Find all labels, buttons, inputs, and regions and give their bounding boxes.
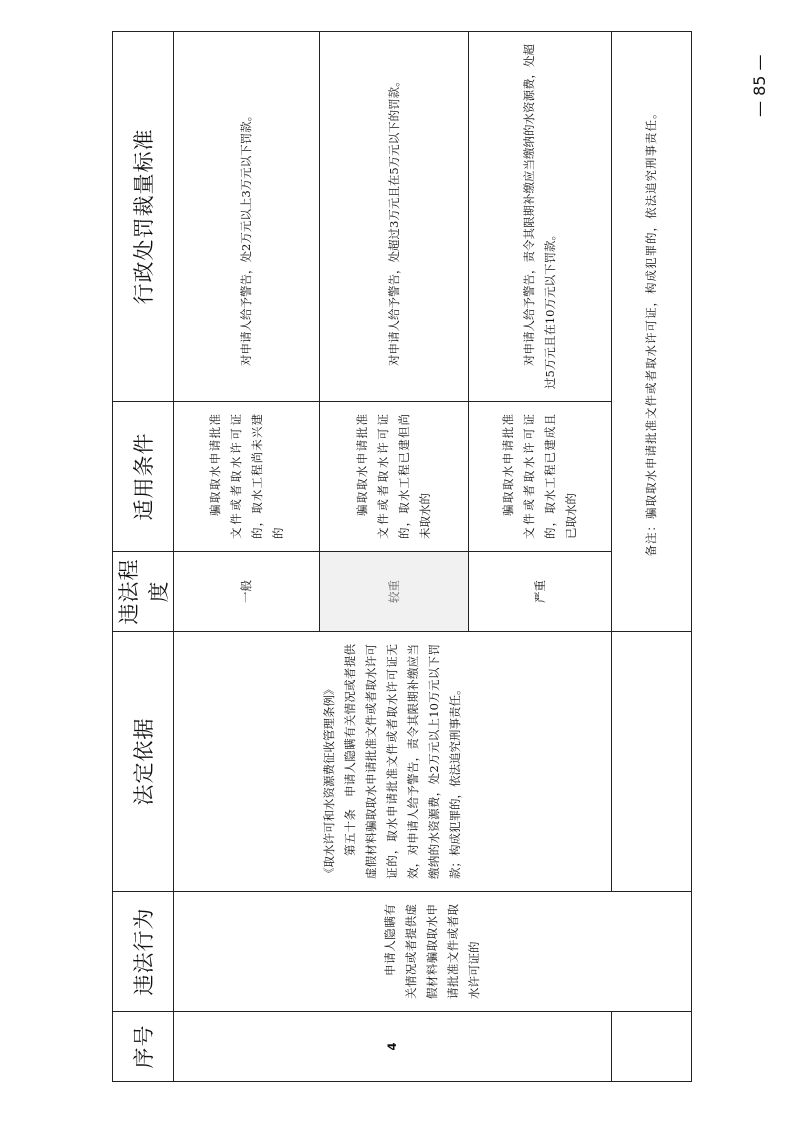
basis-cell-blank	[612, 632, 692, 892]
header-standard: 行政处罚裁量标准	[113, 32, 174, 402]
standard-serious	[320, 32, 469, 402]
header-row	[113, 32, 174, 1082]
condition-serious-text: 骗取取水申请批准文件或者取水许可证的，取水工程已建但尚未取水的	[355, 414, 432, 539]
header-seq: 序号	[113, 1012, 174, 1082]
condition-severe	[469, 402, 612, 552]
seq-cell-blank	[612, 1012, 692, 1082]
basis-cell	[174, 632, 612, 892]
standard-severe	[469, 32, 612, 402]
penalty-table	[112, 31, 692, 1082]
standard-general-text: 对申请人给予警告，处2万元以上3万元以下罚款。	[239, 109, 253, 366]
condition-severe-text: 骗取取水申请批准文件或者取水许可证的，取水工程已建成且已取水的	[501, 414, 578, 539]
degree-general: 一般	[174, 552, 320, 632]
condition-general-text: 骗取取水申请批准文件或者取水许可证的，取水工程尚未兴建的	[207, 414, 285, 539]
basis-title: 《取水许可和水资源费征收管理条例》	[322, 683, 336, 879]
header-degree: 违法程度	[113, 552, 174, 632]
act-text: 申请人隐瞒有关情况或者提供虚假材料骗取取水申请批准文件或者取水许可证的	[383, 904, 481, 999]
degree-serious: 较重	[320, 552, 469, 632]
rotated-table-stage	[112, 32, 692, 1082]
act-cell	[174, 892, 692, 1012]
standard-serious-text: 对申请人给予警告，处超过3万元且在5万元以下的罚款。	[386, 75, 401, 366]
level-row-general	[174, 32, 320, 1082]
page-number: — 85 —	[750, 54, 769, 117]
note-cell: 备注：骗取取水申请批准文件或者取水许可证，构成犯罪的，依法追究刑事责任。	[612, 32, 692, 632]
header-act: 违法行为	[113, 892, 174, 1012]
condition-general	[174, 402, 320, 552]
degree-severe: 严重	[469, 552, 612, 632]
seq-cell: 4	[174, 1012, 612, 1082]
standard-general	[174, 32, 320, 402]
header-condition: 适用条件	[113, 402, 174, 552]
condition-serious	[320, 402, 469, 552]
standard-severe-text: 对申请人给予警告，责令其限期补缴应当缴纳的水资源费，处超过5万元且在10万元以下罚款。	[522, 44, 557, 389]
basis-text: 第五十条 申请人隐瞒有关情况或者提供虚假材料骗取取水申请批准文件或者取水许可证的，取水申请批准文件或者取水许可证无效，对申请人给予警告，责令其限期补缴应当缴纳的水资源费，处2万元以上10万元以下罚款；构成犯罪的，依法追究刑事责任。	[343, 644, 462, 879]
header-basis: 法定依据	[113, 632, 174, 892]
